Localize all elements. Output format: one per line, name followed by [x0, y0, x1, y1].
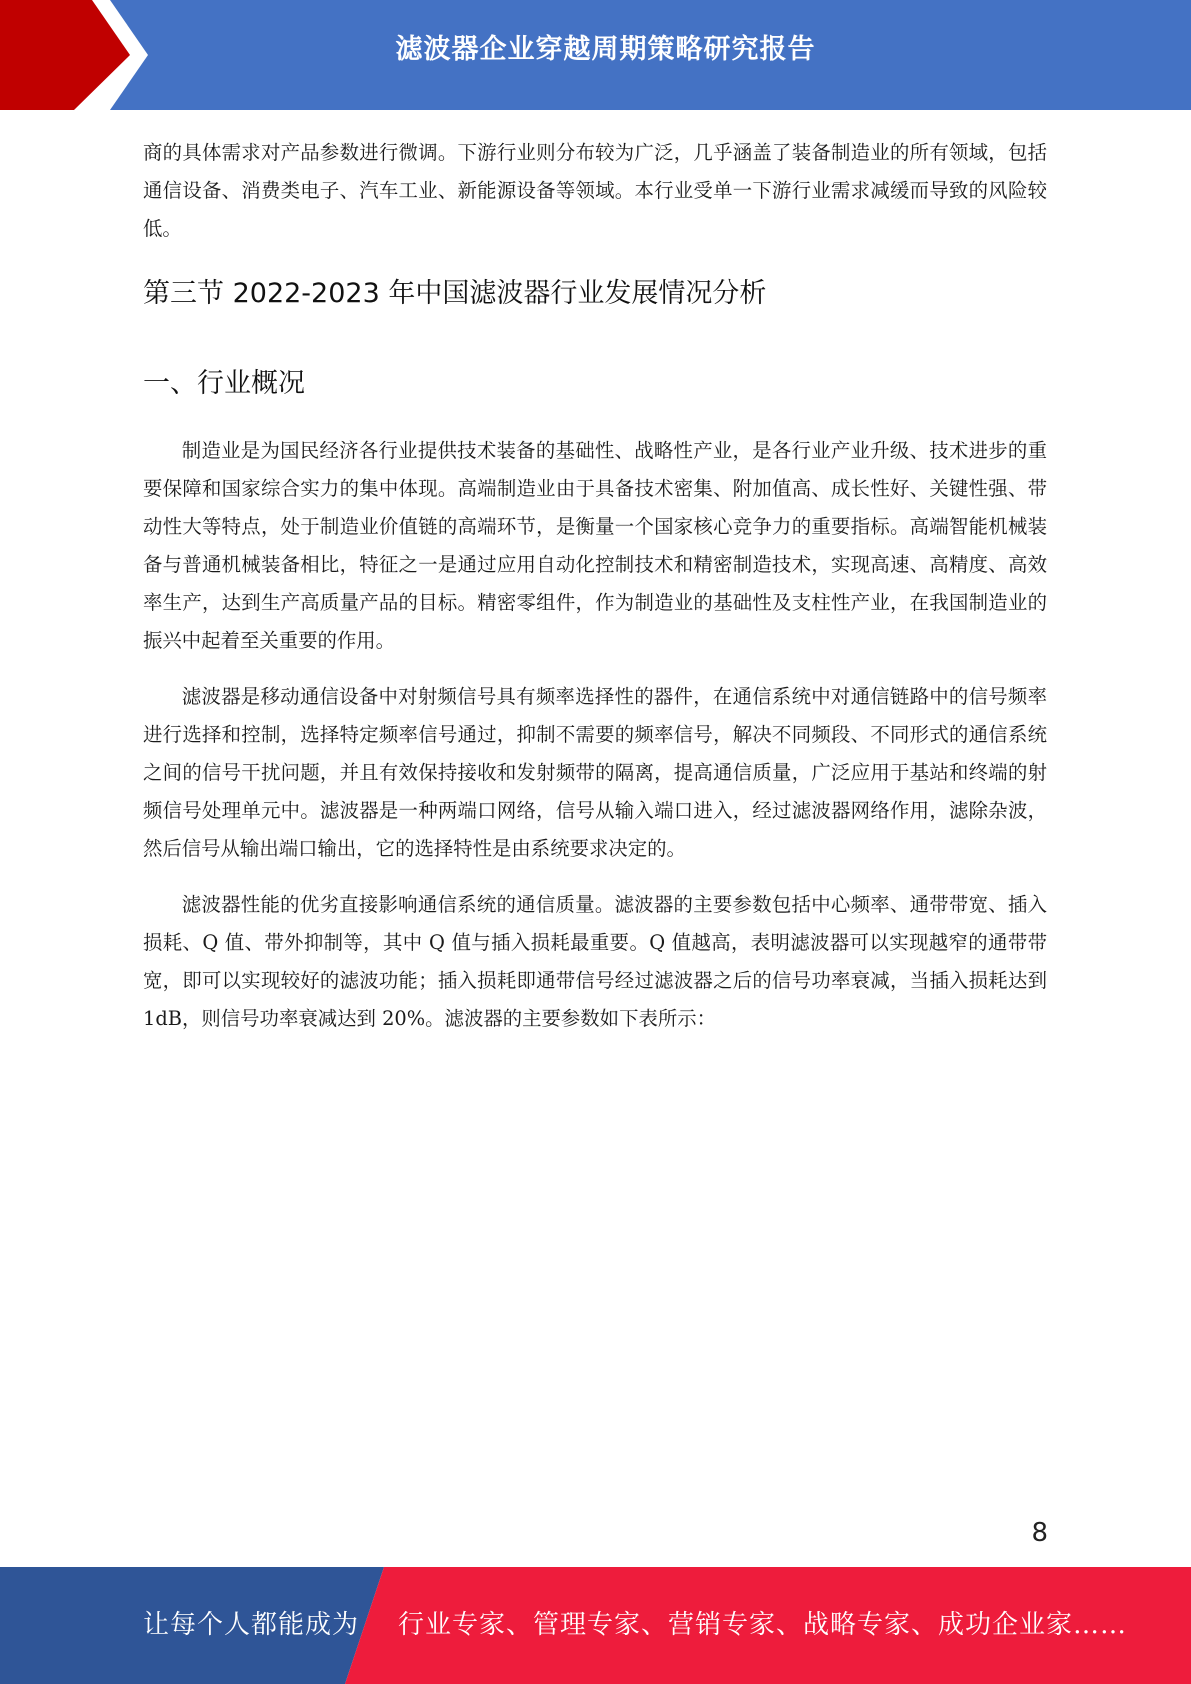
footer-slogan-left: 让每个人都能成为 — [143, 1610, 360, 1640]
sub-heading: 一、行业概况 — [143, 368, 305, 399]
report-title: 滤波器企业穿越周期策略研究报告 — [395, 34, 816, 65]
page-header — [0, 0, 1191, 110]
continuation-paragraph: 商的具体需求对产品参数进行微调。下游行业则分布较为广泛，几乎涵盖了装备制造业的所有领域，包括通信设备、消费类电子、汽车工业、新能源设备等领域。本行业受单一下游行业需求减缓而导致的风险较低。 — [143, 141, 1047, 240]
page-footer — [0, 1567, 1191, 1684]
page-number: 8 — [1031, 1518, 1048, 1548]
paragraph-manufacturing: 制造业是为国民经济各行业提供技术装备的基础性、战略性产业，是各行业产业升级、技术进步的重要保障和国家综合实力的集中体现。高端制造业由于具备技术密集、附加值高、成长性好、关键性强、带动性大等特点，处于制造业价值链的高端环节，是衡量一个国家核心竞争力的重要指标。高端智能机械装备与普通机械装备相比，特征之一是通过应用自动化控制技术和精密制造技术，实现高速、高精度、高效率生产，达到生产高质量产品的目标。精密零组件，作为制造业的基础性及支柱性产业，在我国制造业的振兴中起着至关重要的作用。 — [143, 439, 1047, 652]
paragraph-filter-parameters: 滤波器性能的优劣直接影响通信系统的通信质量。滤波器的主要参数包括中心频率、通带带宽、插入损耗、Q 值、带外抑制等，其中 Q 值与插入损耗最重要。Q 值越高，表明滤波器可以实现越窄的通带带宽，即可以实现较好的滤波功能；插入损耗即通带信号经过滤波器之后的信号功率衰减，当插入损耗达到 1dB，则信号功率衰减达到 20%。滤波器的主要参数如下表所示： — [143, 893, 1047, 1030]
footer-slogan-right: 行业专家、管理专家、营销专家、战略专家、成功企业家…… — [398, 1610, 1128, 1640]
document-body — [143, 134, 1047, 1038]
section-heading: 第三节 2022-2023 年中国滤波器行业发展情况分析 — [143, 278, 767, 309]
paragraph-filter-definition: 滤波器是移动通信设备中对射频信号具有频率选择性的器件，在通信系统中对通信链路中的信号频率进行选择和控制，选择特定频率信号通过，抑制不需要的频率信号，解决不同频段、不同形式的通信系统之间的信号干扰问题，并且有效保持接收和发射频带的隔离，提高通信质量，广泛应用于基站和终端的射频信号处理单元中。滤波器是一种两端口网络，信号从输入端口进入，经过滤波器网络作用，滤除杂波，然后信号从输出端口输出，它的选择特性是由系统要求决定的。 — [143, 685, 1047, 860]
